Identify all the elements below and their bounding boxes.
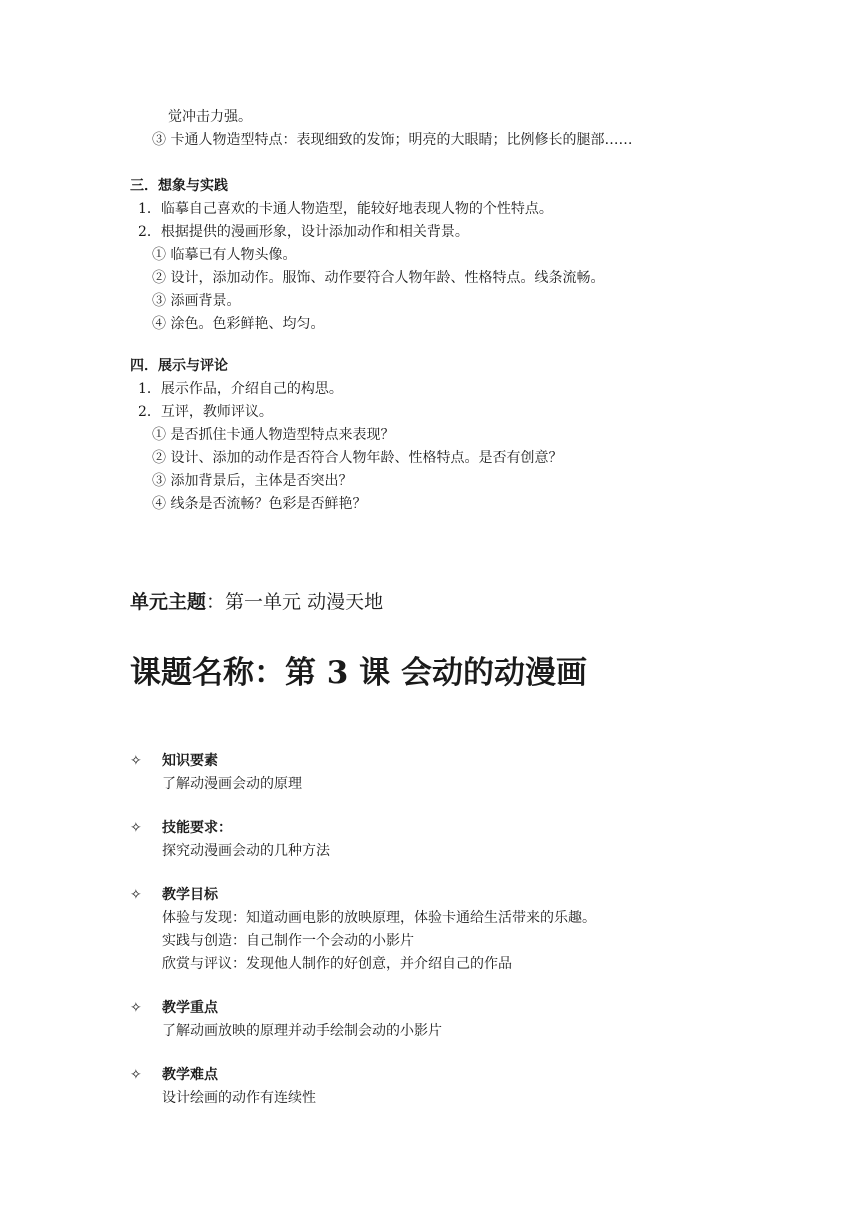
block-heading: 教学难点	[162, 1067, 218, 1083]
block-text: 设计绘画的动作有连续性	[162, 1090, 316, 1106]
section-heading-4: 四．展示与评论	[130, 358, 228, 374]
list-item: ③ 添画背景。	[152, 293, 241, 309]
list-item: ① 是否抓住卡通人物造型特点来表现？	[152, 427, 395, 443]
diamond-bullet-icon: ✧	[130, 753, 142, 769]
unit-theme-label: 单元主题	[130, 591, 207, 613]
diamond-bullet-icon: ✧	[130, 1000, 142, 1016]
block-text: 了解动漫画会动的原理	[162, 776, 302, 792]
block-heading: 技能要求：	[162, 820, 232, 836]
diamond-bullet-icon: ✧	[130, 887, 142, 903]
diamond-bullet-icon: ✧	[130, 1067, 142, 1083]
list-item: ① 临摹已有人物头像。	[152, 247, 297, 263]
list-item: 1．临摹自己喜欢的卡通人物造型，能较好地表现人物的个性特点。	[138, 201, 553, 217]
unit-theme-value: 第一单元 动漫天地	[225, 591, 384, 613]
block-text: 体验与发现：知道动画电影的放映原理，体验卡通给生活带来的乐趣。	[162, 910, 596, 926]
block-heading: 教学重点	[162, 1000, 218, 1016]
block-heading: 教学目标	[162, 887, 218, 903]
block-heading: 知识要素	[162, 753, 218, 769]
list-item: ② 设计、添加的动作是否符合人物年龄、性格特点。是否有创意？	[152, 450, 563, 466]
block-text: 探究动漫画会动的几种方法	[162, 843, 330, 859]
unit-theme-colon: ：	[206, 591, 226, 613]
list-item: ④ 线条是否流畅？色彩是否鲜艳？	[152, 496, 367, 512]
list-item: ③ 卡通人物造型特点：表现细致的发饰；明亮的大眼睛；比例修长的腿部……	[152, 132, 633, 148]
lesson-title: 课题名称：第 3 课 会动的动漫画	[130, 655, 587, 691]
block-text: 实践与创造：自己制作一个会动的小影片	[162, 933, 414, 949]
block-text: 欣赏与评议：发现他人制作的好创意，并介绍自己的作品	[162, 956, 512, 972]
diamond-bullet-icon: ✧	[130, 820, 142, 836]
continuation-text: 觉冲击力强。	[168, 109, 252, 125]
section-heading-3: 三．想象与实践	[130, 178, 228, 194]
list-item: ② 设计，添加动作。服饰、动作要符合人物年龄、性格特点。线条流畅。	[152, 270, 605, 286]
list-item: ③ 添加背景后，主体是否突出？	[152, 473, 353, 489]
list-item: 2．根据提供的漫画形象，设计添加动作和相关背景。	[138, 224, 469, 240]
list-item: 1．展示作品，介绍自己的构思。	[138, 381, 343, 397]
list-item: ④ 涂色。色彩鲜艳、均匀。	[152, 316, 325, 332]
block-text: 了解动画放映的原理并动手绘制会动的小影片	[162, 1023, 442, 1039]
unit-theme	[130, 589, 383, 615]
list-item: 2．互评，教师评议。	[138, 404, 273, 420]
